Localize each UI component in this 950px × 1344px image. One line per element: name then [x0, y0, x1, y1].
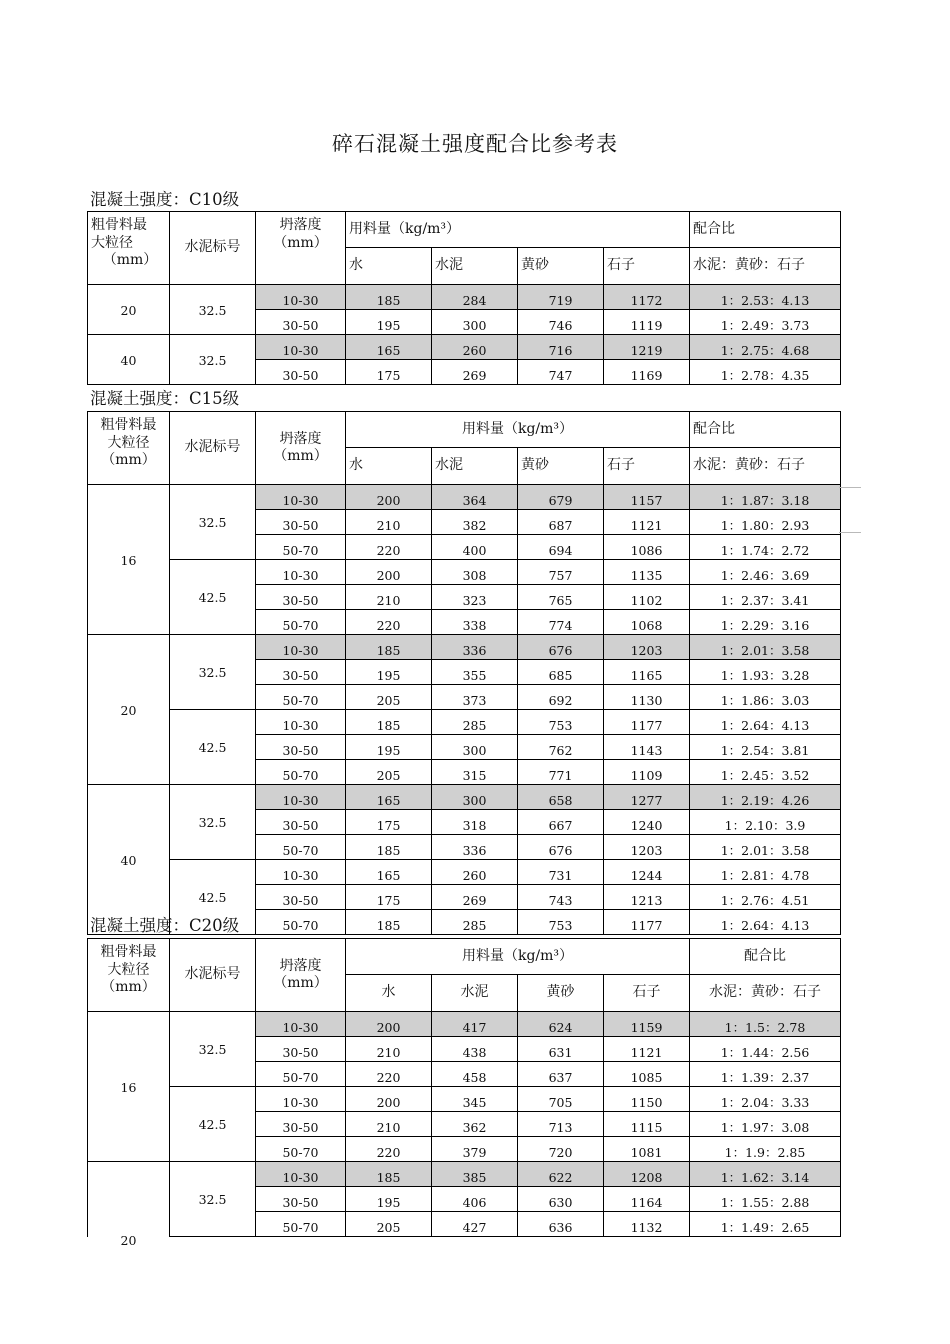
aggregate-size-cell: 20: [88, 635, 170, 785]
stone-cell: 1121: [604, 510, 690, 535]
header-water: 水: [346, 975, 432, 1012]
slump-cell: 30-50: [256, 310, 346, 335]
stone-cell: 1277: [604, 785, 690, 810]
header-aggregate-line2: 大粒径: [107, 434, 150, 451]
sand-cell: 713: [518, 1112, 604, 1137]
sand-cell: 765: [518, 585, 604, 610]
ratio-cell: 1：2.04：3.33: [690, 1087, 841, 1112]
cement-cell: 379: [432, 1137, 518, 1162]
stone-cell: 1165: [604, 660, 690, 685]
water-cell: 210: [346, 585, 432, 610]
stone-cell: 1068: [604, 610, 690, 635]
table-row: [88, 860, 841, 885]
water-cell: 200: [346, 1087, 432, 1112]
cement-grade-cell: 42.5: [170, 860, 256, 935]
header-ratio-sub: 水泥：黄砂：石子: [690, 448, 841, 485]
cement-cell: 300: [432, 735, 518, 760]
cement-cell: 269: [432, 885, 518, 910]
water-cell: 210: [346, 1112, 432, 1137]
water-cell: 195: [346, 310, 432, 335]
ratio-cell: 1：2.64：4.13: [690, 710, 841, 735]
slump-cell: 50-70: [256, 535, 346, 560]
slump-cell: 10-30: [256, 285, 346, 310]
stone-cell: 1085: [604, 1062, 690, 1087]
slump-cell: 10-30: [256, 335, 346, 360]
table-row: [88, 335, 841, 360]
water-cell: 220: [346, 610, 432, 635]
header-cement-grade: 水泥标号: [170, 212, 256, 285]
stone-cell: 1177: [604, 910, 690, 935]
header-ratio-sub: 水泥：黄砂：石子: [690, 248, 841, 285]
stone-cell: 1135: [604, 560, 690, 585]
aggregate-size-label: 20: [120, 1232, 137, 1248]
cement-cell: 336: [432, 635, 518, 660]
cement-grade-cell: 42.5: [170, 1087, 256, 1162]
stone-cell: 1177: [604, 710, 690, 735]
water-cell: 185: [346, 910, 432, 935]
ratio-cell: 1：1.39：2.37: [690, 1062, 841, 1087]
cement-cell: 373: [432, 685, 518, 710]
stone-cell: 1121: [604, 1037, 690, 1062]
slump-cell: 30-50: [256, 1037, 346, 1062]
ratio-cell: 1：1.62：3.14: [690, 1162, 841, 1187]
ratio-cell: 1：2.54：3.81: [690, 735, 841, 760]
header-water: 水: [346, 248, 432, 285]
cement-grade-cell: 32.5: [170, 485, 256, 560]
ratio-cell: 1：2.53：4.13: [690, 285, 841, 310]
slump-cell: 30-50: [256, 1187, 346, 1212]
ratio-cell: 1：1.49：2.65: [690, 1212, 841, 1237]
table-row: [88, 560, 841, 585]
header-cement: 水泥: [432, 448, 518, 485]
sand-cell: 720: [518, 1137, 604, 1162]
header-stone: 石子: [604, 448, 690, 485]
header-aggregate-size: [88, 939, 170, 1012]
header-slump-line1: 坍落度: [279, 217, 322, 233]
stone-cell: 1203: [604, 635, 690, 660]
stray-gridline: [839, 487, 861, 488]
sand-cell: 624: [518, 1012, 604, 1037]
sand-cell: 694: [518, 535, 604, 560]
sand-cell: 676: [518, 835, 604, 860]
cement-grade-cell: 32.5: [170, 635, 256, 710]
water-cell: 210: [346, 510, 432, 535]
stone-cell: 1130: [604, 685, 690, 710]
header-ratio: 配合比: [690, 212, 841, 248]
ratio-cell: 1：2.76：4.51: [690, 885, 841, 910]
header-dosage: 用料量（kg/m³）: [346, 939, 690, 975]
cement-cell: 355: [432, 660, 518, 685]
slump-cell: 30-50: [256, 660, 346, 685]
slump-cell: 30-50: [256, 735, 346, 760]
stone-cell: 1244: [604, 860, 690, 885]
ratio-cell: 1：1.44：2.56: [690, 1037, 841, 1062]
header-aggregate-line1: 粗骨料最: [100, 417, 157, 433]
cement-cell: 345: [432, 1087, 518, 1112]
header-aggregate-line1: 粗骨料最: [100, 944, 157, 960]
water-cell: 185: [346, 710, 432, 735]
header-aggregate-line3: （mm）: [102, 252, 158, 268]
sand-cell: 705: [518, 1087, 604, 1112]
slump-cell: 50-70: [256, 1212, 346, 1237]
cement-cell: 338: [432, 610, 518, 635]
header-cement: 水泥: [432, 248, 518, 285]
water-cell: 200: [346, 485, 432, 510]
cement-cell: 300: [432, 785, 518, 810]
stone-cell: 1132: [604, 1212, 690, 1237]
ratio-cell: 1：2.01：3.58: [690, 835, 841, 860]
sand-cell: 692: [518, 685, 604, 710]
header-cement: 水泥: [432, 975, 518, 1012]
ratio-cell: 1：1.80：2.93: [690, 510, 841, 535]
cement-cell: 300: [432, 310, 518, 335]
stone-cell: 1143: [604, 735, 690, 760]
ratio-cell: 1：1.97：3.08: [690, 1112, 841, 1137]
header-aggregate-line1: 粗骨料最: [91, 217, 147, 233]
slump-cell: 10-30: [256, 1012, 346, 1037]
stone-cell: 1159: [604, 1012, 690, 1037]
sand-cell: 631: [518, 1037, 604, 1062]
water-cell: 220: [346, 1137, 432, 1162]
aggregate-size-cell: 40: [88, 785, 170, 935]
table-row: [88, 635, 841, 660]
slump-cell: 50-70: [256, 1137, 346, 1162]
cement-grade-cell: 32.5: [170, 285, 256, 335]
section-label-c15: 混凝土强度：C15级: [90, 389, 240, 408]
ratio-cell: 1：2.29：3.16: [690, 610, 841, 635]
slump-cell: 10-30: [256, 860, 346, 885]
sand-cell: 636: [518, 1212, 604, 1237]
water-cell: 185: [346, 635, 432, 660]
section-label-c10: 混凝土强度：C10级: [90, 190, 240, 209]
header-aggregate-size: [88, 212, 170, 285]
cement-grade-cell: 42.5: [170, 710, 256, 785]
header-slump-line1: 坍落度: [279, 430, 322, 447]
water-cell: 210: [346, 1037, 432, 1062]
water-cell: 185: [346, 285, 432, 310]
water-cell: 175: [346, 885, 432, 910]
table-row: [88, 1012, 841, 1037]
cement-grade-cell: 32.5: [170, 335, 256, 385]
header-water: 水: [346, 448, 432, 485]
header-sand: 黄砂: [518, 448, 604, 485]
cement-cell: 318: [432, 810, 518, 835]
sand-cell: 771: [518, 760, 604, 785]
mix-table-c15: [87, 411, 841, 935]
header-slump-line2: （mm）: [273, 975, 328, 991]
header-ratio-sub: 水泥：黄砂：石子: [690, 975, 841, 1012]
header-ratio: 配合比: [690, 412, 841, 448]
aggregate-size-cell: 40: [88, 335, 170, 385]
header-cement-grade: 水泥标号: [170, 412, 256, 485]
mix-table-c20: [87, 938, 841, 1248]
section-label-c20: 混凝土强度：C20级: [90, 916, 240, 935]
cement-cell: 336: [432, 835, 518, 860]
cement-cell: 438: [432, 1037, 518, 1062]
water-cell: 195: [346, 660, 432, 685]
cement-cell: 400: [432, 535, 518, 560]
ratio-cell: 1：2.81：4.78: [690, 860, 841, 885]
sand-cell: 685: [518, 660, 604, 685]
stone-cell: 1203: [604, 835, 690, 860]
header-slump: [256, 212, 346, 285]
sand-cell: 622: [518, 1162, 604, 1187]
stone-cell: 1081: [604, 1137, 690, 1162]
header-slump-line2: （mm）: [273, 448, 328, 464]
cement-cell: 364: [432, 485, 518, 510]
water-cell: 175: [346, 810, 432, 835]
cement-cell: 323: [432, 585, 518, 610]
water-cell: 165: [346, 335, 432, 360]
water-cell: 205: [346, 760, 432, 785]
water-cell: 195: [346, 735, 432, 760]
water-cell: 205: [346, 1212, 432, 1237]
slump-cell: 10-30: [256, 1162, 346, 1187]
header-aggregate-line3: （mm）: [101, 452, 156, 468]
sand-cell: 637: [518, 1062, 604, 1087]
slump-cell: 50-70: [256, 760, 346, 785]
ratio-cell: 1：2.75：4.68: [690, 335, 841, 360]
slump-cell: 50-70: [256, 610, 346, 635]
cement-cell: 406: [432, 1187, 518, 1212]
sand-cell: 687: [518, 510, 604, 535]
water-cell: 205: [346, 685, 432, 710]
header-slump: [256, 412, 346, 485]
header-aggregate-size: [88, 412, 170, 485]
table-row: [88, 710, 841, 735]
ratio-cell: 1：1.87：3.18: [690, 485, 841, 510]
header-stone: 石子: [604, 975, 690, 1012]
table-row: [88, 285, 841, 310]
ratio-cell: 1：1.74：2.72: [690, 535, 841, 560]
ratio-cell: 1：2.49：3.73: [690, 310, 841, 335]
sand-cell: 731: [518, 860, 604, 885]
header-stone: 石子: [604, 248, 690, 285]
sand-cell: 753: [518, 710, 604, 735]
stone-cell: 1115: [604, 1112, 690, 1137]
slump-cell: 50-70: [256, 910, 346, 935]
cement-grade-cell: 32.5: [170, 785, 256, 860]
aggregate-size-cell: 16: [88, 485, 170, 635]
slump-cell: 30-50: [256, 1112, 346, 1137]
slump-cell: 50-70: [256, 835, 346, 860]
slump-cell: 10-30: [256, 635, 346, 660]
sand-cell: 746: [518, 310, 604, 335]
water-cell: 220: [346, 535, 432, 560]
cement-cell: 385: [432, 1162, 518, 1187]
sand-cell: 747: [518, 360, 604, 385]
sand-cell: 757: [518, 560, 604, 585]
cement-cell: 260: [432, 335, 518, 360]
slump-cell: 10-30: [256, 710, 346, 735]
cement-cell: 284: [432, 285, 518, 310]
stone-cell: 1150: [604, 1087, 690, 1112]
slump-cell: 10-30: [256, 560, 346, 585]
sand-cell: 716: [518, 335, 604, 360]
slump-cell: 10-30: [256, 785, 346, 810]
header-cement-grade: 水泥标号: [170, 939, 256, 1012]
table-body: [88, 1012, 841, 1248]
stone-cell: 1219: [604, 335, 690, 360]
ratio-cell: 1：2.19：4.26: [690, 785, 841, 810]
header-dosage: 用料量（kg/m³）: [346, 412, 690, 448]
sand-cell: 762: [518, 735, 604, 760]
water-cell: 175: [346, 360, 432, 385]
sand-cell: 743: [518, 885, 604, 910]
water-cell: 200: [346, 1012, 432, 1037]
table-row: [88, 1162, 841, 1187]
stone-cell: 1157: [604, 485, 690, 510]
slump-cell: 30-50: [256, 510, 346, 535]
sand-cell: 630: [518, 1187, 604, 1212]
table-body: [88, 485, 841, 935]
cement-cell: 269: [432, 360, 518, 385]
sand-cell: 667: [518, 810, 604, 835]
aggregate-size-cell: [88, 1162, 170, 1248]
cement-cell: 362: [432, 1112, 518, 1137]
header-dosage: 用料量（kg/m³）: [346, 212, 690, 248]
cement-cell: 285: [432, 710, 518, 735]
ratio-cell: 1：2.64：4.13: [690, 910, 841, 935]
sand-cell: 753: [518, 910, 604, 935]
slump-cell: 10-30: [256, 1087, 346, 1112]
sand-cell: 774: [518, 610, 604, 635]
cement-cell: 260: [432, 860, 518, 885]
stone-cell: 1164: [604, 1187, 690, 1212]
ratio-cell: 1：2.45：3.52: [690, 760, 841, 785]
sand-cell: 658: [518, 785, 604, 810]
ratio-cell: 1：1.93：3.28: [690, 660, 841, 685]
cement-cell: 285: [432, 910, 518, 935]
sand-cell: 676: [518, 635, 604, 660]
cement-cell: 315: [432, 760, 518, 785]
ratio-cell: 1：1.55：2.88: [690, 1187, 841, 1212]
water-cell: 200: [346, 560, 432, 585]
header-aggregate-line2: 大粒径: [107, 961, 150, 978]
table-row: [88, 485, 841, 510]
ratio-cell: 1：1.9：2.85: [690, 1137, 841, 1162]
slump-cell: 10-30: [256, 485, 346, 510]
cement-cell: 308: [432, 560, 518, 585]
ratio-cell: 1：2.37：3.41: [690, 585, 841, 610]
mix-table-c10: [87, 211, 841, 385]
header-sand: 黄砂: [518, 248, 604, 285]
water-cell: 185: [346, 835, 432, 860]
water-cell: 185: [346, 1162, 432, 1187]
page-title: 碎石混凝土强度配合比参考表: [332, 132, 618, 156]
cement-cell: 382: [432, 510, 518, 535]
ratio-cell: 1：1.86：3.03: [690, 685, 841, 710]
ratio-cell: 1：2.01：3.58: [690, 635, 841, 660]
stone-cell: 1109: [604, 760, 690, 785]
ratio-cell: 1：2.46：3.69: [690, 560, 841, 585]
cement-cell: 427: [432, 1212, 518, 1237]
cement-grade-cell: 32.5: [170, 1162, 256, 1237]
stone-cell: 1172: [604, 285, 690, 310]
ratio-cell: 1：2.78：4.35: [690, 360, 841, 385]
cement-grade-cell: 42.5: [170, 560, 256, 635]
slump-cell: 30-50: [256, 360, 346, 385]
stone-cell: 1208: [604, 1162, 690, 1187]
table-row: [88, 785, 841, 810]
stone-cell: 1169: [604, 360, 690, 385]
aggregate-size-cell: 20: [88, 285, 170, 335]
stray-gridline: [839, 532, 861, 533]
water-cell: 195: [346, 1187, 432, 1212]
aggregate-size-cell: 16: [88, 1012, 170, 1162]
stone-cell: 1086: [604, 535, 690, 560]
cement-cell: 417: [432, 1012, 518, 1037]
header-aggregate-line3: （mm）: [101, 979, 156, 995]
slump-cell: 30-50: [256, 585, 346, 610]
water-cell: 165: [346, 860, 432, 885]
slump-cell: 50-70: [256, 1062, 346, 1087]
header-slump-line1: 坍落度: [279, 957, 322, 974]
header-slump: [256, 939, 346, 1012]
header-sand: 黄砂: [518, 975, 604, 1012]
ratio-cell: 1：2.10：3.9: [690, 810, 841, 835]
stone-cell: 1102: [604, 585, 690, 610]
header-slump-line2: （mm）: [273, 234, 328, 251]
water-cell: 165: [346, 785, 432, 810]
slump-cell: 30-50: [256, 885, 346, 910]
stone-cell: 1240: [604, 810, 690, 835]
ratio-cell: 1：1.5：2.78: [690, 1012, 841, 1037]
slump-cell: 30-50: [256, 810, 346, 835]
water-cell: 220: [346, 1062, 432, 1087]
sand-cell: 719: [518, 285, 604, 310]
slump-cell: 50-70: [256, 685, 346, 710]
sand-cell: 679: [518, 485, 604, 510]
header-aggregate-line2: 大粒径: [91, 234, 133, 251]
header-ratio: 配合比: [690, 939, 841, 975]
stone-cell: 1213: [604, 885, 690, 910]
table-row: [88, 1087, 841, 1112]
cement-grade-cell: 32.5: [170, 1012, 256, 1087]
stone-cell: 1119: [604, 310, 690, 335]
cement-cell: 458: [432, 1062, 518, 1087]
